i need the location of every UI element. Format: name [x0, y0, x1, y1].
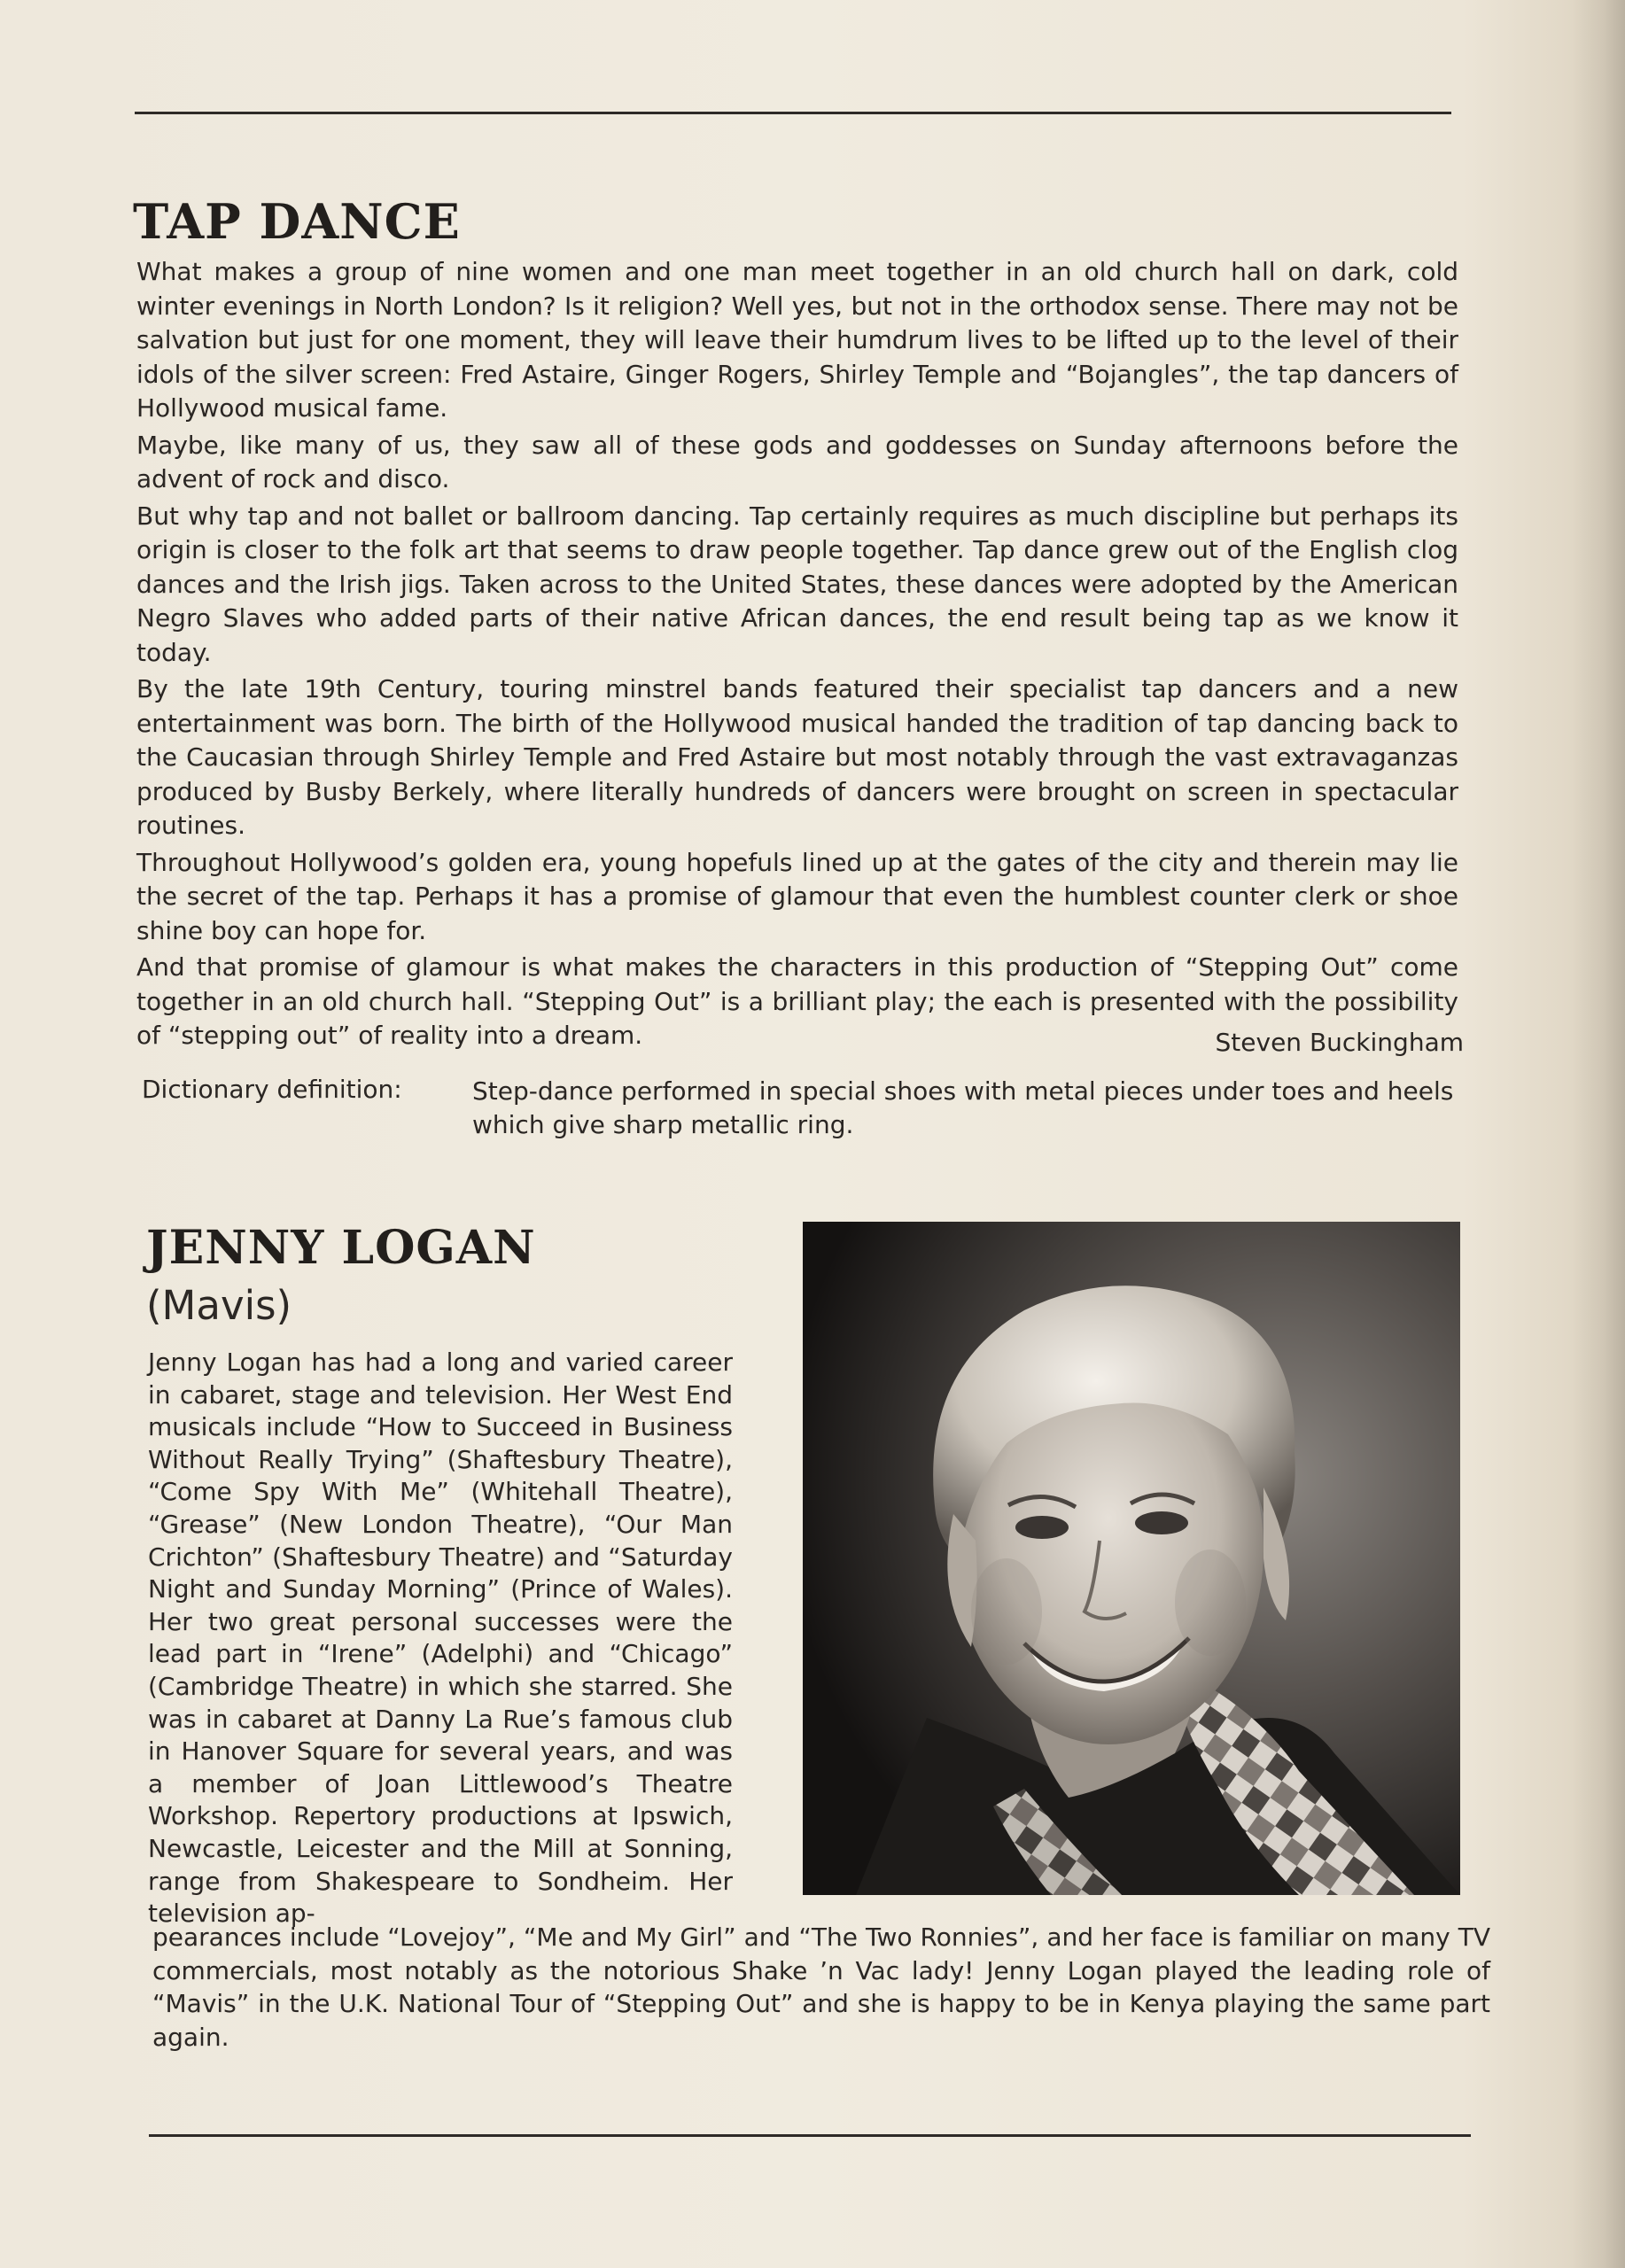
- bottom-rule: [149, 2134, 1471, 2137]
- article-paragraph: By the late 19th Century, touring minstrel bands featured their specialist tap dancers and a new entertainment was born. The birth of the Hollywood musical handed the tradition of tap dancing back to the Caucasian through Shirley Temple and Fred Astaire but most notably through the vast extravaganzas produced by Busby Berkely, where literally hundreds of dancers were brought on screen in spectacular routines.: [136, 674, 1458, 840]
- dictionary-definition: Step-dance performed in special shoes with metal pieces under toes and heels which give sharp metallic ring.: [472, 1076, 1454, 1139]
- portrait-photo: [803, 1222, 1460, 1895]
- profile-role: (Mavis): [146, 1282, 292, 1329]
- profile-bio-column: Jenny Logan has had a long and varied career in cabaret, stage and television. Her West End musicals include “How to Succeed in Business Without Really Trying” (Shaftesbury Theatre), “Come Spy With Me” (Whitehall Theatre), “Grease” (New London Theatre), “Our Man Crichton” (Shaftesbury Theatre) and “Saturday Night and Sunday Morning” (Prince of Wales). Her two great personal successes were the lead part in “Irene” (Adelphi) and “Chicago” (Cambridge Theatre) in which she starred. She was in cabaret at Danny La Rue’s famous club in Hanover Square for several years, and was a member of Joan Littlewood’s Theatre Workshop. Repertory productions at Ipswich, Newcastle, Leicester and the Mill at Sonning, range from Shakespeare to Sondheim. Her television ap-: [148, 1348, 733, 1929]
- article-title: TAP DANCE: [133, 193, 461, 250]
- article-paragraph: But why tap and not ballet or ballroom dancing. Tap certainly requires as much discipline but perhaps its origin is closer to the folk art that seems to draw people together. Tap dance grew out of the English clog dances and the Irish jigs. Taken across to the United States, these dances were adopted by the American Negro Slaves who added parts of their native African dances, the end result being tap as we know it today.: [136, 501, 1458, 667]
- article-author: Steven Buckingham: [1215, 1028, 1464, 1057]
- article-paragraph: And that promise of glamour is what makes the characters in this production of “Stepping Out” come together in an old church hall. “Stepping Out” is a brilliant play; the each is presented with the possibility of “stepping out” of reality into a dream.: [136, 952, 1458, 1050]
- top-rule: [135, 112, 1451, 114]
- profile-name: JENNY LOGAN: [146, 1221, 536, 1275]
- article-paragraph: Throughout Hollywood’s golden era, young hopefuls lined up at the gates of the city and therein may lie the secret of the tap. Perhaps it has a promise of glamour that even the humblest counter clerk or shoe shine boy can hope for.: [136, 847, 1458, 945]
- article-body: [136, 255, 1458, 1056]
- portrait-illustration: [803, 1222, 1460, 1895]
- dictionary-label: Dictionary definition:: [142, 1075, 402, 1104]
- article-paragraph: Maybe, like many of us, they saw all of these gods and goddesses on Sunday afternoons before the advent of rock and disco.: [136, 430, 1458, 493]
- profile-bio-continued: pearances include “Lovejoy”, “Me and My Girl” and “The Two Ronnies”, and her face is familiar on many TV commercials, most notably as the notorious Shake ’n Vac lady! Jenny Logan played the leading role of “Mavis” in the U.K. National Tour of “Stepping Out” and she is happy to be in Kenya playing the same part again.: [152, 1922, 1490, 2052]
- page-gutter-shadow: [1572, 0, 1625, 2268]
- article-paragraph: What makes a group of nine women and one man meet together in an old church hall on dark, cold winter evenings in North London? Is it religion? Well yes, but not in the orthodox sense. There may not be salvation but just for one moment, they will leave their humdrum lives to be lifted up to the level of their idols of the silver screen: Fred Astaire, Ginger Rogers, Shirley Temple and “Bojangles”, the tap dancers of Hollywood musical fame.: [136, 257, 1458, 423]
